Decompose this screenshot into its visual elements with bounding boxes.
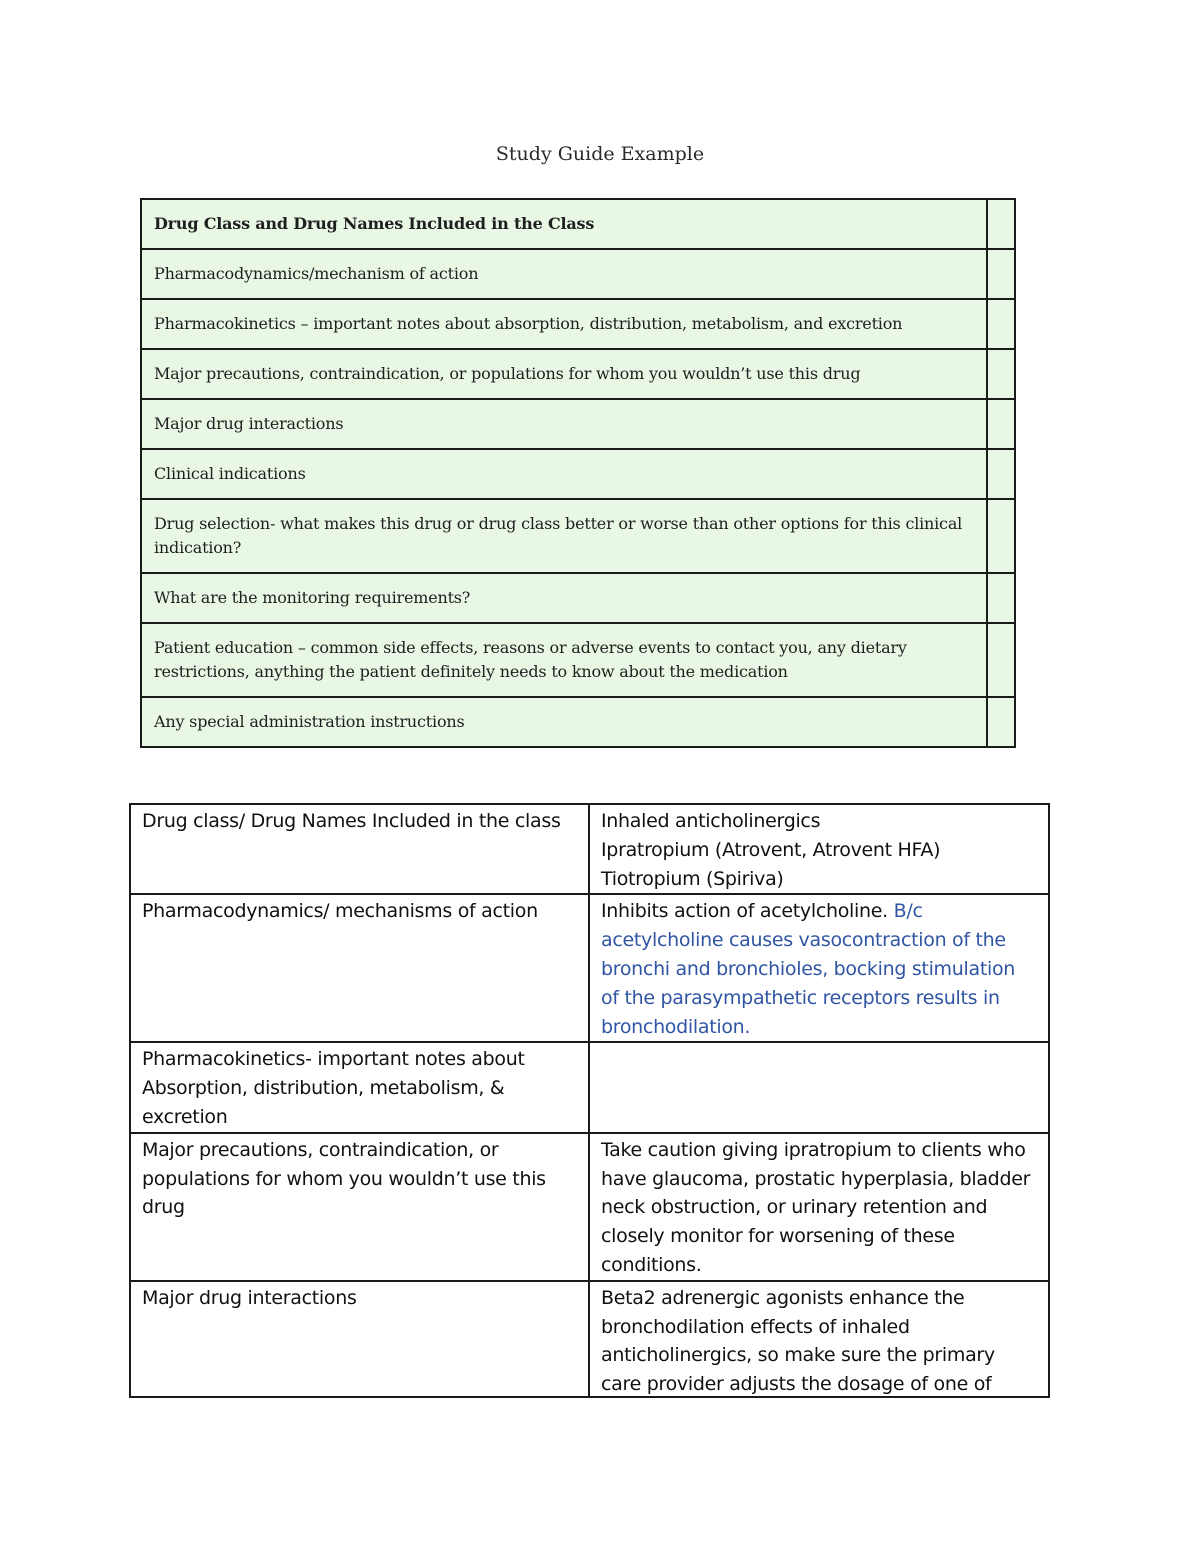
- filled-row: [130, 1133, 1049, 1281]
- filled-row-value: [589, 894, 1049, 1042]
- template-row-label: Drug selection- what makes this drug or drug class better or worse than other options for this clinical indication?: [141, 499, 987, 573]
- template-row-blank-cell[interactable]: [987, 399, 1015, 449]
- template-row-blank-cell[interactable]: [987, 299, 1015, 349]
- filled-row: [130, 1042, 1049, 1132]
- filled-study-guide-table: [129, 803, 1050, 1398]
- template-row: [141, 199, 1015, 249]
- template-row-label: Patient education – common side effects, reasons or adverse events to contact you, any dietary restrictions, anything the patient definitely needs to know about the medication: [141, 623, 987, 697]
- template-row: [141, 399, 1015, 449]
- template-row-label: What are the monitoring requirements?: [141, 573, 987, 623]
- template-row: [141, 349, 1015, 399]
- template-row-blank-cell[interactable]: [987, 449, 1015, 499]
- template-row-blank-cell[interactable]: [987, 573, 1015, 623]
- template-row-blank-cell[interactable]: [987, 697, 1015, 747]
- template-row-blank-cell[interactable]: [987, 199, 1015, 249]
- filled-row-value: Take caution giving ipratropium to clients who have glaucoma, prostatic hyperplasia, bladder neck obstruction, or urinary retention and closely monitor for worsening of these conditions.: [589, 1133, 1049, 1281]
- filled-row: [130, 804, 1049, 894]
- drug-name-line: Ipratropium (Atrovent, Atrovent HFA): [601, 838, 941, 861]
- template-row-blank-cell[interactable]: [987, 623, 1015, 697]
- template-row-blank-cell[interactable]: [987, 249, 1015, 299]
- mechanism-text: Inhibits action of acetylcholine.: [601, 900, 888, 923]
- template-row-label: Pharmacokinetics – important notes about absorption, distribution, metabolism, and excretion: [141, 299, 987, 349]
- filled-row-value: [589, 1281, 1049, 1397]
- template-row-blank-cell[interactable]: [987, 499, 1015, 573]
- mechanism-note-blue: B/c acetylcholine causes vasocontraction of the bronchi and bronchioles, bocking stimulation of the parasympathetic receptors results in bronchodilation.: [601, 900, 1016, 1038]
- filled-row-label: Pharmacokinetics- important notes about Absorption, distribution, metabolism, & excretion: [130, 1042, 589, 1132]
- template-row: [141, 299, 1015, 349]
- template-row-label: Clinical indications: [141, 449, 987, 499]
- filled-row-label: [130, 1281, 589, 1397]
- template-row: [141, 623, 1015, 697]
- filled-row-label: Pharmacodynamics/ mechanisms of action: [130, 894, 589, 1042]
- filled-row: [130, 894, 1049, 1042]
- drug-name-line: Tiotropium (Spiriva): [601, 867, 784, 890]
- template-row: [141, 573, 1015, 623]
- filled-row-label-text: Major drug interactions: [142, 1286, 357, 1309]
- template-row-label: Pharmacodynamics/mechanism of action: [141, 249, 987, 299]
- template-table: [140, 198, 1016, 748]
- filled-row-value-text: Beta2 adrenergic agonists enhance the bronchodilation effects of inhaled anticholinergics, so make sure the primary care provider adjusts the dosage of one of: [601, 1286, 995, 1396]
- template-row-label: Major drug interactions: [141, 399, 987, 449]
- drug-class-line: Inhaled anticholinergics: [601, 810, 821, 832]
- template-row-blank-cell[interactable]: [987, 349, 1015, 399]
- template-row: [141, 697, 1015, 747]
- filled-row-label: Major precautions, contraindication, or populations for whom you wouldn’t use this drug: [130, 1133, 589, 1281]
- template-row-label: Any special administration instructions: [141, 697, 987, 747]
- filled-row-value: [589, 1042, 1049, 1132]
- template-row: [141, 249, 1015, 299]
- page-title: Study Guide Example: [495, 143, 705, 165]
- template-row-label: Major precautions, contraindication, or populations for whom you wouldn’t use this drug: [141, 349, 987, 399]
- template-row-label: Drug Class and Drug Names Included in the Class: [141, 199, 987, 249]
- template-row: [141, 449, 1015, 499]
- template-row: [141, 499, 1015, 573]
- filled-row: [130, 1281, 1049, 1397]
- filled-row-value: [589, 804, 1049, 894]
- filled-row-label: Drug class/ Drug Names Included in the class: [130, 804, 589, 894]
